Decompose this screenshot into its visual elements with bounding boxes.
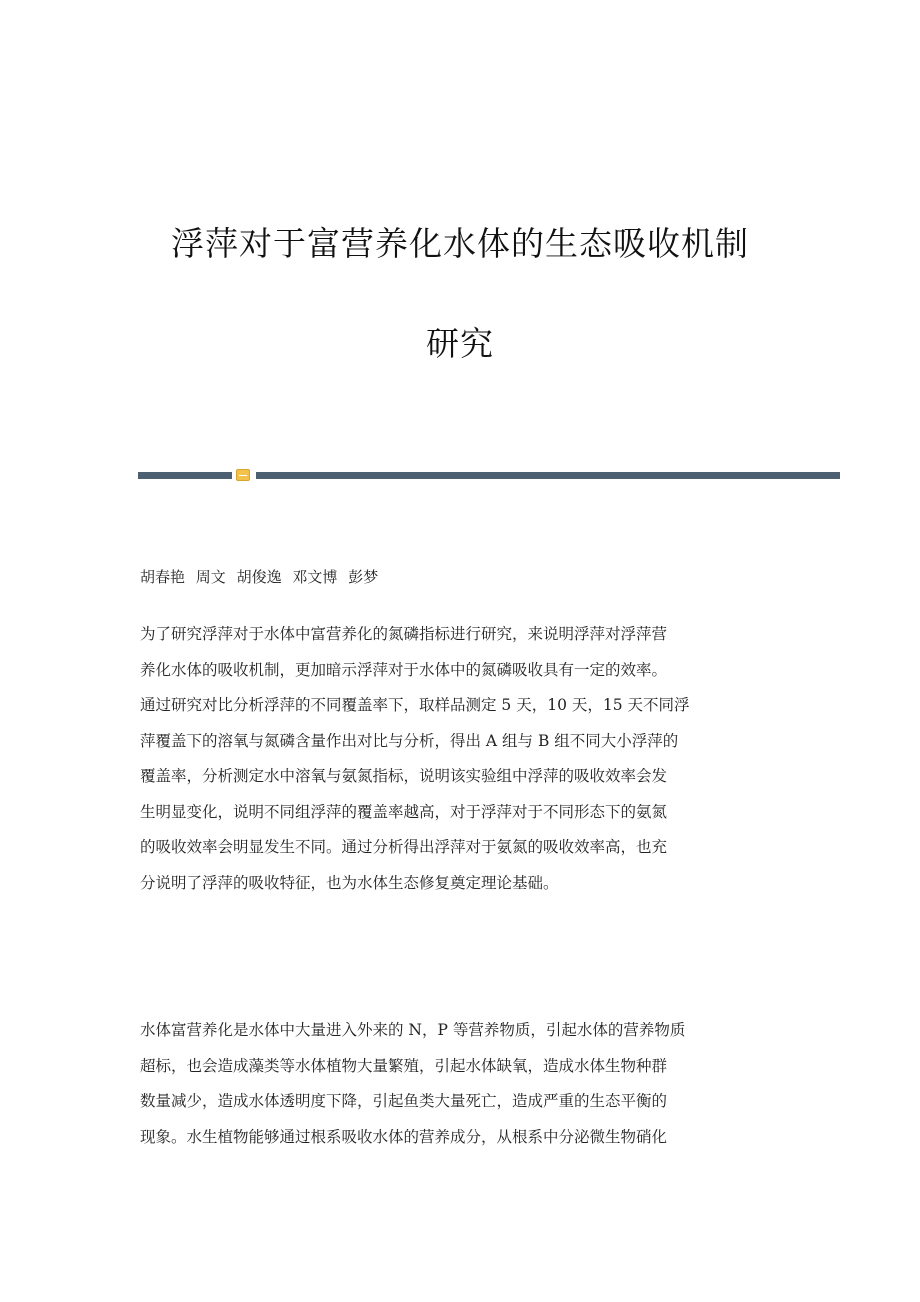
abstract-line: 生明显变化，说明不同组浮萍的覆盖率越高，对于浮萍对于不同形态下的氨氮 [140, 802, 668, 821]
author-name: 胡俊逸 [236, 568, 282, 586]
author-name: 彭梦 [348, 568, 379, 586]
abstract-line: 萍覆盖下的溶氧与氮磷含量作出对比与分析，得出 A 组与 B 组不同大小浮萍的 [140, 731, 679, 750]
intro-line: 水体富营养化是水体中大量进入外来的 N，P 等营养物质，引起水体的营养物质 [140, 1021, 686, 1039]
abstract-line: 的吸收效率会明显发生不同。通过分析得出浮萍对于氨氮的吸收效率高，也充 [140, 838, 668, 856]
divider-bar-left [138, 472, 232, 479]
abstract-line: 覆盖率，分析测定水中溶氧与氨氮指标，说明该实验组中浮萍的吸收效率会发 [140, 767, 668, 785]
abstract-paragraph [140, 617, 780, 901]
divider-envelope-icon [236, 469, 250, 481]
author-list [140, 566, 384, 587]
intro-line: 超标，也会造成藻类等水体植物大量繁殖，引起水体缺氧，造成水体生物种群 [140, 1056, 668, 1075]
intro-paragraph [140, 1013, 780, 1155]
author-name: 邓文博 [292, 568, 338, 586]
author-name: 胡春艳 [140, 568, 186, 586]
intro-line: 现象。水生植物能够通过根系吸收水体的营养成分，从根系中分泌微生物硝化 [140, 1127, 668, 1146]
abstract-line: 为了研究浮萍对于水体中富营养化的氮磷指标进行研究，来说明浮萍对浮萍营 [140, 625, 668, 643]
abstract-line: 分说明了浮萍的吸收特征，也为水体生态修复奠定理论基础。 [140, 873, 559, 892]
abstract-line: 通过研究对比分析浮萍的不同覆盖率下，取样品测定 5 天，10 天，15 天不同浮 [140, 696, 690, 714]
title-divider [138, 469, 840, 481]
intro-line: 数量减少，造成水体透明度下降，引起鱼类大量死亡，造成严重的生态平衡的 [140, 1092, 668, 1110]
abstract-line: 养化水体的吸收机制，更加暗示浮萍对于水体中的氮磷吸收具有一定的效率。 [140, 660, 668, 679]
paper-title-line-1: 浮萍对于富营养化水体的生态吸收机制 [171, 224, 749, 263]
paper-title-line-2: 研究 [426, 324, 494, 363]
divider-bar-right [256, 472, 840, 479]
author-name: 周文 [195, 568, 226, 586]
